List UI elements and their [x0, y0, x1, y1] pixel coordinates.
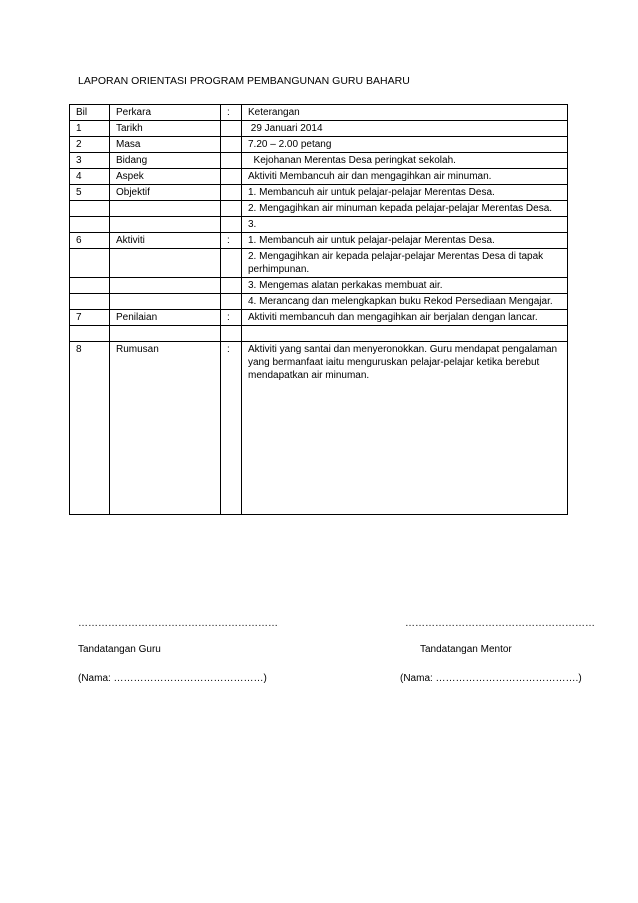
cell-colon	[221, 153, 242, 169]
table-row	[70, 310, 568, 326]
cell-colon	[221, 217, 242, 233]
header-perkara: Perkara	[110, 105, 221, 121]
report-table	[69, 104, 568, 515]
cell-perkara	[110, 217, 221, 233]
cell-keterangan: Aktiviti Membancuh air dan mengagihkan air minuman.	[242, 169, 568, 185]
cell-bil	[70, 201, 110, 217]
cell-perkara: Rumusan	[110, 342, 221, 515]
table-row	[70, 153, 568, 169]
table-row	[70, 294, 568, 310]
cell-colon	[221, 137, 242, 153]
cell-bil	[70, 294, 110, 310]
cell-keterangan: 1. Membancuh air untuk pelajar-pelajar Merentas Desa.	[242, 233, 568, 249]
table-row	[70, 137, 568, 153]
header-bil: Bil	[70, 105, 110, 121]
mentor-signature-line: …………………………………………………	[405, 618, 595, 629]
cell-keterangan: 4. Merancang dan melengkapkan buku Rekod Persediaan Mengajar.	[242, 294, 568, 310]
cell-perkara	[110, 278, 221, 294]
cell-bil	[70, 326, 110, 342]
cell-perkara: Masa	[110, 137, 221, 153]
table-row	[70, 201, 568, 217]
cell-perkara: Penilaian	[110, 310, 221, 326]
cell-bil: 3	[70, 153, 110, 169]
cell-colon	[221, 326, 242, 342]
table-row	[70, 326, 568, 342]
cell-perkara: Aktiviti	[110, 233, 221, 249]
report-title: LAPORAN ORIENTASI PROGRAM PEMBANGUNAN GURU BAHARU	[78, 75, 410, 87]
cell-bil: 1	[70, 121, 110, 137]
cell-colon	[221, 169, 242, 185]
cell-keterangan: 2. Mengagihkan air minuman kepada pelajar-pelajar Merentas Desa.	[242, 201, 568, 217]
cell-keterangan: 3. Mengemas alatan perkakas membuat air.	[242, 278, 568, 294]
cell-bil: 7	[70, 310, 110, 326]
table-row	[70, 169, 568, 185]
header-keterangan: Keterangan	[242, 105, 568, 121]
cell-colon: :	[221, 233, 242, 249]
cell-colon	[221, 294, 242, 310]
cell-bil: 6	[70, 233, 110, 249]
cell-perkara	[110, 201, 221, 217]
cell-perkara	[110, 326, 221, 342]
cell-keterangan: Aktiviti membancuh dan mengagihkan air berjalan dengan lancar.	[242, 310, 568, 326]
cell-colon	[221, 201, 242, 217]
cell-keterangan: 29 Januari 2014	[242, 121, 568, 137]
mentor-signature-label: Tandatangan Mentor	[420, 644, 512, 655]
cell-keterangan: Aktiviti yang santai dan menyeronokkan. Guru mendapat pengalaman yang bermanfaat iaitu menguruskan pelajar-pelajar ketika berebut mendapatkan air minuman.	[242, 342, 568, 515]
cell-perkara	[110, 249, 221, 278]
table-header-row	[70, 105, 568, 121]
header-colon: :	[221, 105, 242, 121]
cell-perkara: Objektif	[110, 185, 221, 201]
cell-bil: 5	[70, 185, 110, 201]
cell-bil	[70, 278, 110, 294]
cell-perkara: Tarikh	[110, 121, 221, 137]
cell-bil: 8	[70, 342, 110, 515]
cell-bil: 4	[70, 169, 110, 185]
cell-keterangan: 3.	[242, 217, 568, 233]
cell-perkara: Aspek	[110, 169, 221, 185]
teacher-name-field: (Nama: ………………………………………)	[78, 673, 267, 684]
table-row	[70, 233, 568, 249]
table-row	[70, 121, 568, 137]
table-row	[70, 342, 568, 515]
teacher-signature-label: Tandatangan Guru	[78, 644, 161, 655]
cell-colon	[221, 278, 242, 294]
cell-colon: :	[221, 342, 242, 515]
cell-keterangan: 1. Membancuh air untuk pelajar-pelajar Merentas Desa.	[242, 185, 568, 201]
cell-bil: 2	[70, 137, 110, 153]
cell-colon	[221, 185, 242, 201]
teacher-signature-line: ……………………………………………………	[78, 618, 278, 629]
cell-colon: :	[221, 310, 242, 326]
cell-keterangan: 2. Mengagihkan air kepada pelajar-pelajar Merentas Desa di tapak perhimpunan.	[242, 249, 568, 278]
table-row	[70, 217, 568, 233]
cell-perkara	[110, 294, 221, 310]
cell-bil	[70, 249, 110, 278]
table-row	[70, 249, 568, 278]
table-row	[70, 278, 568, 294]
cell-perkara: Bidang	[110, 153, 221, 169]
mentor-name-field: (Nama: …………………………………….)	[400, 673, 582, 684]
table-row	[70, 185, 568, 201]
cell-colon	[221, 121, 242, 137]
cell-keterangan: Kejohanan Merentas Desa peringkat sekolah.	[242, 153, 568, 169]
cell-keterangan	[242, 326, 568, 342]
cell-keterangan: 7.20 – 2.00 petang	[242, 137, 568, 153]
cell-colon	[221, 249, 242, 278]
cell-bil	[70, 217, 110, 233]
